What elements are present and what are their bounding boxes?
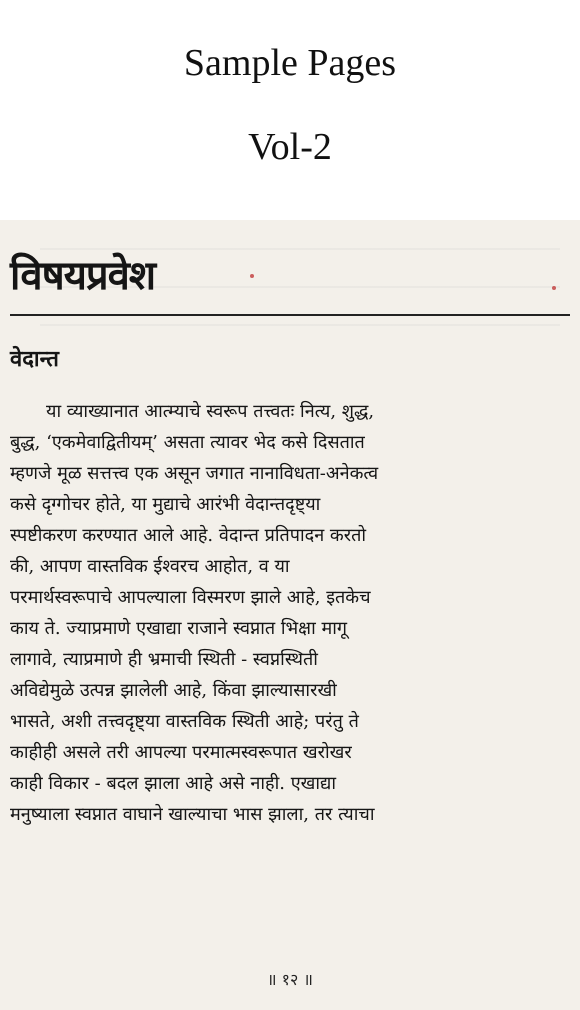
text-line: बुद्ध, ‘एकमेवाद्वितीयम्’ असता त्यावर भेद कसे दिसतात <box>10 432 365 453</box>
scanned-page <box>0 220 580 1010</box>
body-text <box>10 396 570 830</box>
text-line: अविद्येमुळे उत्पन्न झालेली आहे, किंवा झाल्यासारखी <box>10 680 337 701</box>
page-number: ॥ १२ ॥ <box>267 970 313 989</box>
text-line: की, आपण वास्तविक ईश्वरच आहोत, व या <box>10 556 290 577</box>
volume-label: Vol-2 <box>248 126 332 168</box>
text-line: या व्याख्यानात आत्म्याचे स्वरूप तत्त्वतः नित्य, शुद्ध, <box>46 401 375 422</box>
text-line: परमार्थस्वरूपाचे आपल्याला विस्मरण झाले आहे, इतकेच <box>10 587 371 608</box>
text-line: मनुष्याला स्वप्नात वाघाने खाल्याचा भास झाला, तर त्याचा <box>10 804 375 825</box>
sub-heading: वेदान्त <box>10 346 59 372</box>
text-line: कसे दृग्गोचर होते, या मुद्याचे आरंभी वेदान्तदृष्ट्या <box>10 494 321 515</box>
ink-speck <box>250 274 254 278</box>
ink-speck <box>552 286 556 290</box>
text-line: स्पष्टीकरण करण्यात आले आहे. वेदान्त प्रतिपादन करतो <box>10 525 367 546</box>
text-line: लागावे, त्याप्रमाणे ही भ्रमाची स्थिती - स्वप्नस्थिती <box>10 649 318 670</box>
text-line: काय ते. ज्याप्रमाणे एखाद्या राजाने स्वप्नात भिक्षा मागू <box>10 618 348 639</box>
text-line: म्हणजे मूळ सत्तत्त्व एक असून जगात नानाविधता-अनेकत्व <box>10 463 379 484</box>
heading-rule <box>10 314 570 316</box>
text-line: काहीही असले तरी आपल्या परमात्मस्वरूपात खरोखर <box>10 742 352 763</box>
section-heading: विषयप्रवेश <box>10 252 156 299</box>
header <box>0 0 580 215</box>
text-line: काही विकार - बदल झाला आहे असे नाही. एखाद्या <box>10 773 337 794</box>
page-title: Sample Pages <box>183 42 397 84</box>
text-line: भासते, अशी तत्त्वदृष्ट्या वास्तविक स्थिती आहे; परंतु ते <box>10 711 359 732</box>
